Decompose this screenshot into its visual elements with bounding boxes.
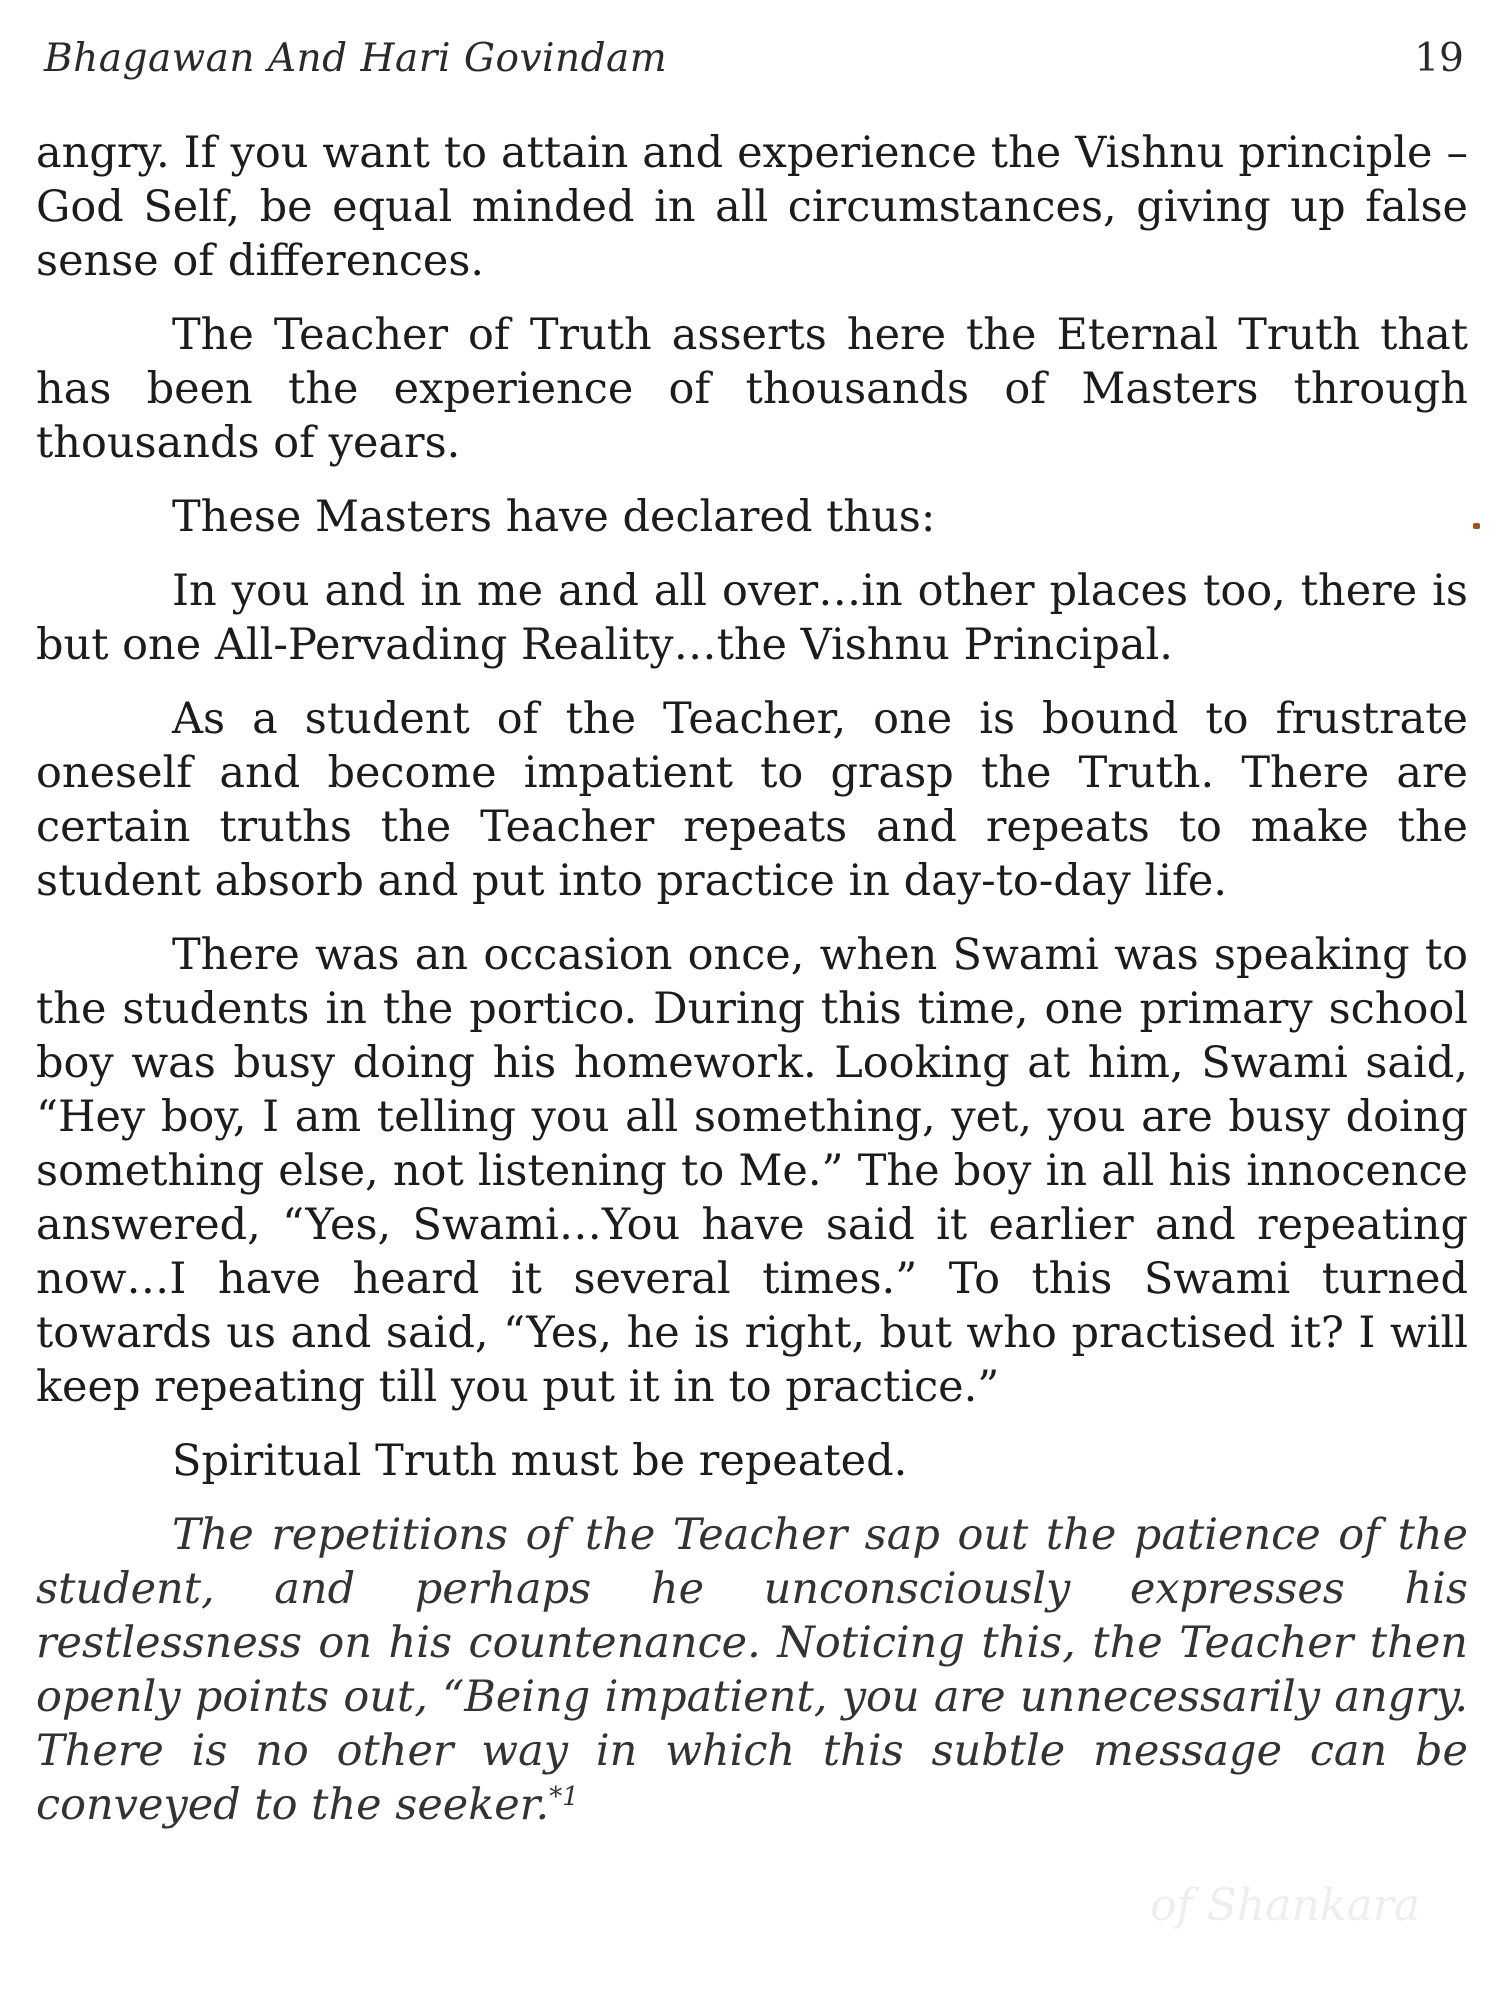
paragraph-eternal-truth: The Teacher of Truth asserts here the Eternal Truth that has been the experience of thousands of Masters through thousands of years. [36, 310, 1468, 468]
italic-quote-text: The repetitions of the Teacher sap out the patience of the student, and perhaps he unconsciously expresses his restlessness on his countenance. Noticing this, the Teacher then openly points out, “Being impatient, you are unnecessarily angry. There is no other way in which this subtle message can be conveyed to the seeker. [36, 1510, 1468, 1830]
paragraph-all-pervading-reality: In you and in me and all over…in other places too, there is but one All-Pervading Reality…the Vishnu Principal. [36, 566, 1468, 670]
footnote-marker: *1 [549, 1782, 579, 1812]
paragraph-student-impatience: As a student of the Teacher, one is bound to frustrate oneself and become impatient to grasp the Truth. There are certain truths the Teacher repeats and repeats to make the student absorb and put into practice in day-to-day life. [36, 694, 1468, 906]
show-through-text: of Shankara [1150, 1880, 1420, 1931]
running-header [44, 36, 1464, 96]
running-title: Bhagawan And Hari Govindam [44, 36, 668, 81]
ink-speck [1473, 523, 1480, 529]
paragraph-masters-declared: These Masters have declared thus: [172, 492, 936, 542]
paragraph-swami-anecdote: There was an occasion once, when Swami was speaking to the students in the portico. During this time, one primary school boy was busy doing his homework. Looking at him, Swami said, “Hey boy, I am telling you all something, yet, you are busy doing something else, not listening to Me.” The boy in all his innocence answered, “Yes, Swami…You have said it earlier and repeating now…I have heard it several times.” To this Swami turned towards us and said, “Yes, he is right, but who practised it? I will keep repeating till you put it in to practice.” [36, 930, 1468, 1412]
paragraph-spiritual-truth: Spiritual Truth must be repeated. [172, 1436, 908, 1486]
page-number: 19 [1414, 36, 1464, 81]
paragraph-italic-quote [36, 1508, 1468, 1832]
paragraph-continuation: angry. If you want to attain and experience the Vishnu principle – God Self, be equal minded in all circumstances, giving up false sense of differences. [36, 128, 1468, 286]
body-text [36, 126, 1468, 1852]
